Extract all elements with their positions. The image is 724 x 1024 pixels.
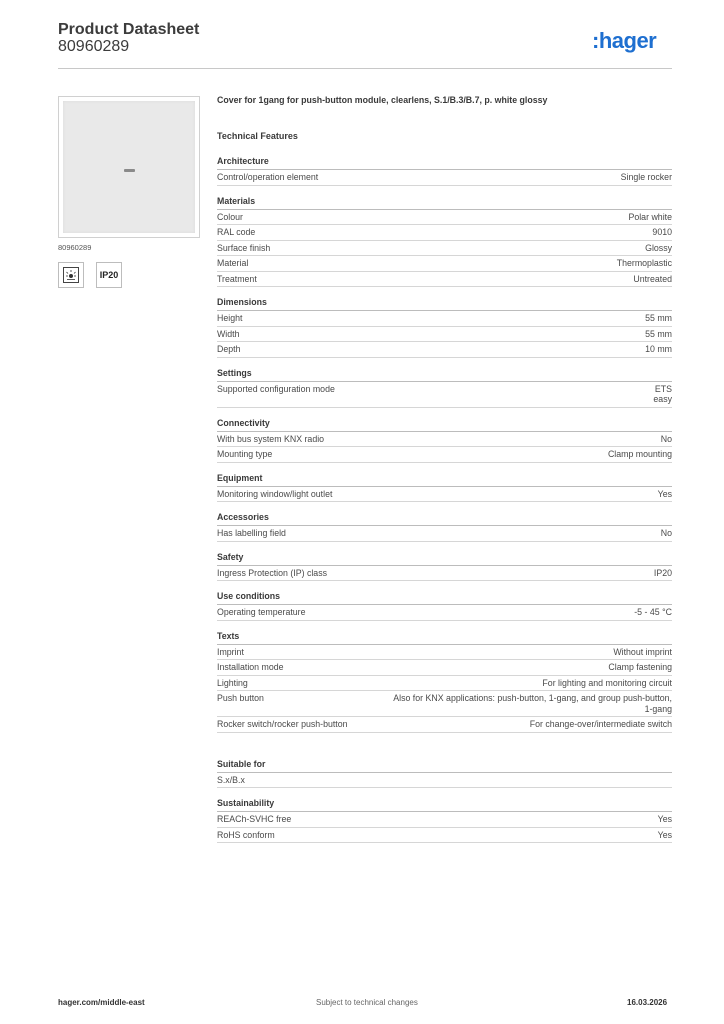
spec-value: Glossy [645,242,672,253]
product-image [58,96,200,238]
spec-key: Ingress Protection (IP) class [217,567,327,578]
spec-section [217,297,672,358]
spec-key: Control/operation element [217,172,319,182]
spec-key: Material [217,258,249,268]
spec-row [217,526,672,542]
spec-value: Clamp fastening [608,662,672,672]
spec-row [217,828,672,844]
section-title: Safety [217,552,672,566]
section-title: Texts [217,631,672,645]
section-title: Equipment [217,473,672,487]
spec-row [217,645,672,661]
spec-value: No [660,528,672,538]
spec-value: Clamp mounting [607,449,672,459]
spec-value: 10 mm [645,344,672,354]
spec-section [217,591,672,621]
extra-sections [217,759,672,844]
section-title: Sustainability [217,798,672,812]
spec-key: Monitoring window/light outlet [217,488,333,499]
section-title: Accessories [217,512,672,526]
light-outlet-indicator [124,169,135,172]
spec-row [217,773,672,789]
spec-row [217,447,672,463]
spec-key: Imprint [217,646,244,657]
spec-row [217,327,672,343]
datasheet-content [217,95,672,853]
spec-value: Yes [657,814,672,824]
spec-key: REACh-SVHC free [217,814,292,824]
spec-key: Push button [217,693,264,703]
section-title: Connectivity [217,418,672,432]
section-title: Materials [217,196,672,210]
spec-row [217,210,672,226]
spec-key: With bus system KNX radio [217,433,325,444]
spec-row [217,717,672,733]
spec-key: Has labelling field [217,528,286,538]
spec-key: Height [217,313,243,323]
spec-section [217,631,672,733]
spec-key: Lighting [217,677,248,688]
product-code: 80960289 [58,38,130,55]
spec-key: Operating temperature [217,607,306,617]
spec-value: 55 mm [645,313,672,323]
spec-key: Colour [217,211,243,222]
feature-sections [217,156,672,733]
spec-value: 9010 [652,227,672,237]
spec-row [217,311,672,327]
spec-value: Also for KNX applications: push-button, 1-gang, and group push-button, 1-gang [393,693,672,714]
spec-value: Thermoplastic [616,258,672,268]
spec-section [217,512,672,542]
features-title: Technical Features [217,131,298,141]
section-title: Architecture [217,156,672,170]
spec-row [217,676,672,692]
hager-logo: :hager [592,28,657,53]
spec-value: 55 mm [645,328,672,339]
section-title: Dimensions [217,297,672,311]
spec-row [217,812,672,828]
footer-website: hager.com/middle-east [58,998,145,1007]
light-outlet-icon [58,262,84,288]
spec-value: Yes [657,829,672,840]
spec-row [217,256,672,272]
spec-value: ETS easy [653,383,672,404]
footer-date: 16.03.2026 [627,998,668,1007]
header-divider [58,68,672,69]
spec-section [217,196,672,288]
spec-section [217,156,672,186]
spec-value: -5 - 45 °C [634,607,672,617]
section-title: Settings [217,368,672,382]
footer-note: Subject to technical changes [316,998,418,1007]
spec-key: Surface finish [217,242,271,253]
spec-value: No [660,433,672,444]
spec-row [217,660,672,676]
section-title: Use conditions [217,591,672,605]
spec-row [217,432,672,448]
spec-key: Depth [217,344,241,354]
spec-key: Supported configuration mode [217,383,335,394]
spec-row [217,241,672,257]
spec-value: IP20 [653,567,672,578]
spec-key: Mounting type [217,449,273,459]
spec-key: RoHS conform [217,829,275,840]
spec-row [217,691,672,717]
spec-row [217,225,672,241]
spec-key: S.x/B.x [217,774,245,785]
spec-value: Yes [657,488,672,499]
cover-plate [63,101,195,233]
section-title: Suitable for [217,759,672,773]
spec-row [217,272,672,288]
product-description: Cover for 1gang for push-button module, clearlens, S.1/B.3/B.7, p. white glossy [217,95,548,105]
page-title: Product Datasheet [58,21,200,38]
spec-value: Without imprint [613,646,672,657]
product-image-label: 80960289 [58,243,92,252]
spec-key: Width [217,328,240,339]
spec-value: Untreated [633,273,672,284]
spec-value: For change-over/intermediate switch [529,719,672,729]
spec-section [217,418,672,463]
spec-key: Installation mode [217,662,284,672]
spec-key: RAL code [217,227,256,237]
spec-section [217,552,672,582]
spec-section [217,798,672,843]
spec-section [217,368,672,408]
spec-value: For lighting and monitoring circuit [542,677,672,688]
spec-row [217,170,672,186]
spec-row [217,605,672,621]
spec-value: Single rocker [620,172,672,182]
spec-row [217,566,672,582]
spec-row [217,382,672,408]
spec-key: Rocker switch/rocker push-button [217,719,348,729]
spec-section [217,759,672,789]
spec-row [217,342,672,358]
spec-row [217,487,672,503]
spec-section [217,473,672,503]
spec-key: Treatment [217,273,257,284]
spec-value: Polar white [628,211,672,222]
ip-rating-badge: IP20 [96,262,122,288]
